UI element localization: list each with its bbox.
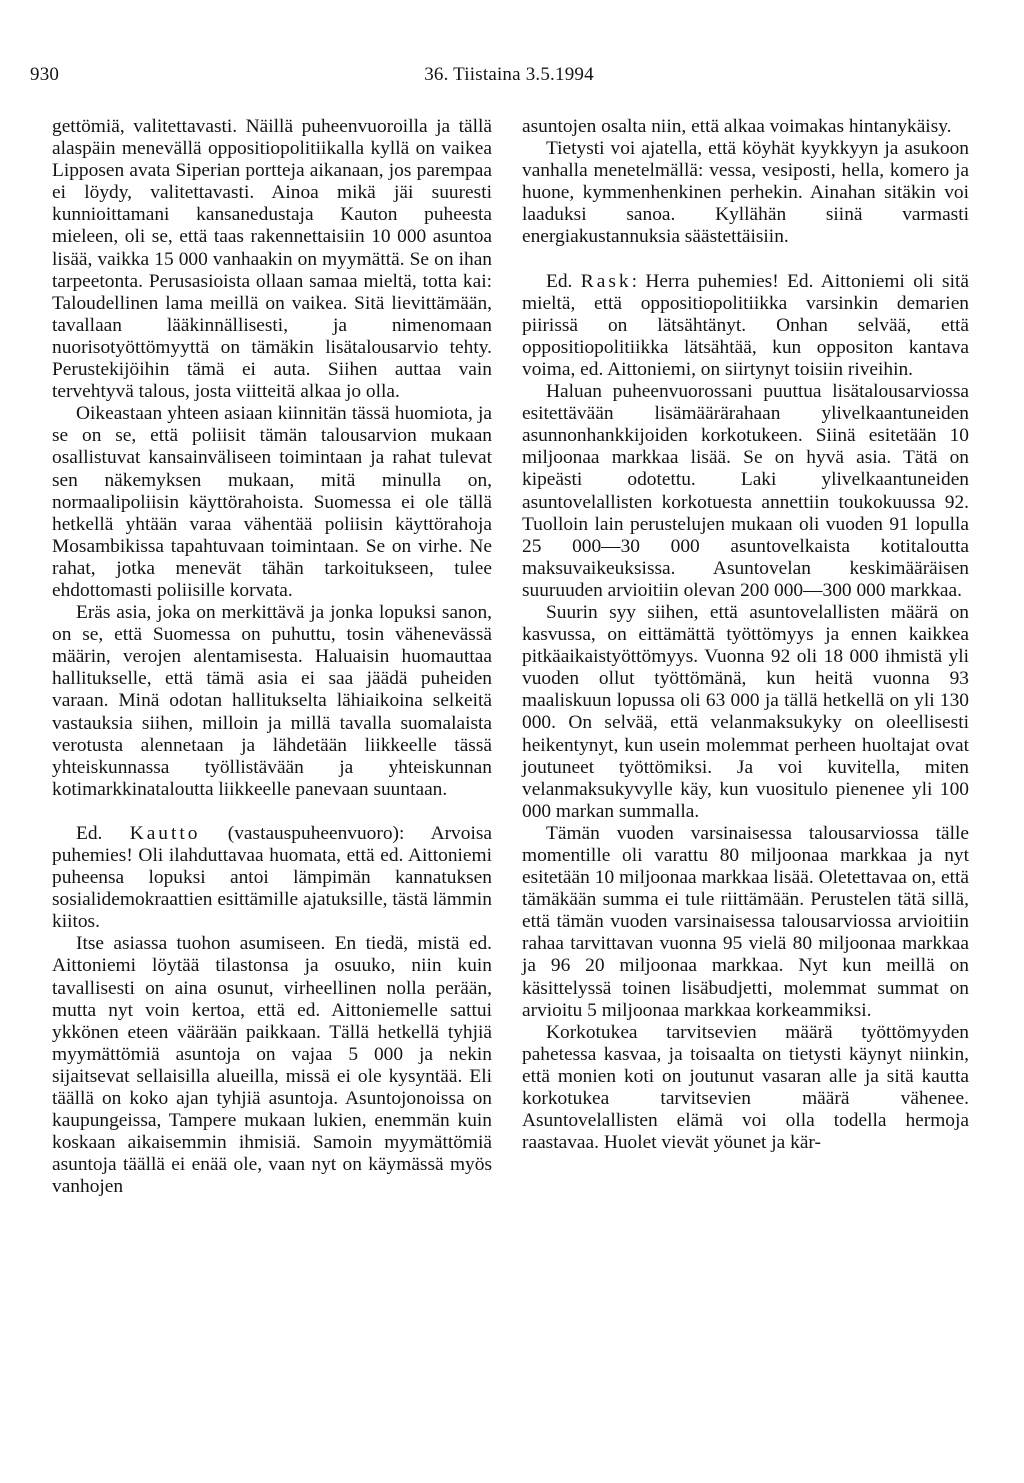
paragraph: Oikeastaan yhteen asiaan kiinnitän tässä huomiota, ja se on se, että poliisit tämän talousarvion mukaan osallistuvat kansainväliseen toimintaan ja rahat tulevat sen näkemyksen mukaan, mitä minulla on, normaalipoliisin käyttörahoista. Suomessa ei ole tällä hetkellä yhtään varaa vähentää poliisin käyttörahoja Mosambikissa tapahtuvaan toimintaan. Se on virhe. Ne rahat, jotka menevät tähän tarkoitukseen, tulee ehdottomasti poliisille korvata. — [52, 403, 492, 601]
paragraph: Suurin syy siihen, että asuntovelallisten määrä on kasvussa, on eittämättä työttömyys ja ennen kaikkea pitkäaikaistyöttömyys. Vuonna 92 oli 18 000 ihmistä yli vuoden ollut työttömänä, kun heitä vuonna 93 maaliskuun lopussa oli 63 000 ja tällä hetkellä on yli 130 000. On selvää, että velanmaksukyky on oleellisesti heikentynyt, kun usein molemmat perheen huoltajat ovat joutuneet työttömiksi. Ja voi kuvitella, miten velanmaksukyvylle käy, kun vuositulo pienenee yli 100 000 markan summalla. — [522, 601, 969, 822]
speech-paragraph — [52, 823, 492, 933]
speech-text: : Herra puhemies! Ed. Aittoniemi oli sitä mieltä, että oppositiopolitiikka varsinkin demarien piirissä on lätsähtänyt. Onhan selvää, että oppositiopolitiikka lätsähtää, kun oppositon kantava voima, ed. Aittoniemi, on siirtynyt toisiin riveihin. — [522, 270, 969, 380]
paragraph: Eräs asia, joka on merkittävä ja jonka lopuksi sanon, on se, että Suomessa on puhuttu, tosin vähenevässä määrin, verojen alentamisesta. Haluaisin huomauttaa hallitukselle, että tämä asia ei saa jäädä puheiden varaan. Minä odotan hallitukselta lähiaikoina selkeitä vastauksia siihen, milloin ja millä tavalla suomalaista verotusta alennetaan ja lähdetään liikkeelle tässä yhteiskunnassa työllistävään ja yhteiskunnan kotimarkkinataloutta liikkeelle panevaan suuntaan. — [52, 602, 492, 800]
running-head: 36. Tiistaina 3.5.1994 — [424, 64, 594, 85]
page-header — [30, 64, 988, 92]
speech-text: (vastauspuheenvuoro): Arvoisa puhemies! Oli ilahduttavaa huomata, että ed. Aittoniemi puheensa lopuksi antoi lämpimän kannatuksen sosialidemokraattien esittämille ajatuksille, tästä lämmin kiitos. — [52, 822, 492, 933]
paragraph: gettömiä, valitettavasti. Näillä puheenvuoroilla ja tällä alaspäin menevällä oppositiopolitiikalla kyllä on vaikea Lipposen avata Siperian portteja aikanaan, jos parempaa ei löydy, valitettavasti. Ainoa mikä jäi suuresti kunnioittamani kansanedustaja Kauton puheesta mieleen, oli se, että taas rakennettaisiin 10 000 asuntoa lisää, vaikka 15 000 vanhaakin on myymättä. Se on ihan tarpeetonta. Perusasioista ollaan samaa mieltä, totta kai: Taloudellinen lama meillä on vaikea. Sitä lievittämään, tavallaan lääkinnällisesti, ja nimenomaan nuorisotyöttömyyttä on tämäkin lisätalousarvio tehty. Perustekijöihin tämä ei auta. Siihen auttaa vain tervehtyvä talous, josta viitteitä alkaa jo olla. — [52, 116, 492, 403]
right-column — [522, 116, 969, 1154]
page-number: 930 — [30, 64, 60, 85]
paragraph: Itse asiassa tuohon asumiseen. En tiedä, mistä ed. Aittoniemi löytää tilastonsa ja osuuko, niin kuin tavallisesti on aina osunut, virheellinen nolla perään, mutta nyt voin kertoa, että ed. Aittoniemelle sattui ykkönen eteen väärään paikkaan. Tällä hetkellä tyhjiä myymättömiä asuntoja on vajaa 5 000 ja nekin sijaitsevat sellaisilla alueilla, missä ei ole kysyntää. Eli täällä on koko ajan tyhjiä asuntoja. Asuntojonoissa on kaupungeissa, Tampere mukaan lukien, enemmän kuin koskaan aikaisemmin ihmisiä. Samoin myymättömiä asuntoja täällä ei enää ole, vaan nyt on käymässä myös vanhojen — [52, 933, 492, 1198]
speaker-prefix: Ed. — [546, 270, 581, 292]
speech-paragraph — [522, 271, 969, 381]
paragraph: Haluan puheenvuorossani puuttua lisätalousarviossa esitettävään lisämäärärahaan ylivelkaantuneiden asunnonhankkijoiden korkotukeen. Siinä esitetään 10 miljoonaa markkaa lisää. Se on hyvä asia. Tätä on kipeästi odotettu. Laki ylivelkaantuneiden asuntovelallisten korkotuesta annettiin toukokuussa 92. Tuolloin lain perustelujen mukaan oli vuoden 91 lopulla 25 000—30 000 asuntovelkaista kotitaloutta maksuvaikeuksissa. Asuntovelan keskimääräisen suuruuden arvioitiin olevan 200 000—300 000 markkaa. — [522, 381, 969, 601]
paragraph: Tämän vuoden varsinaisessa talousarviossa tälle momentille oli varattu 80 miljoonaa markkaa ja nyt esitetään 10 miljoonaa markkaa lisää. Oletettavaa on, että tämäkään summa ei tule riittämään. Perustelen tätä sillä, että tämän vuoden varsinaisessa talousarviossa arvioitiin rahaa tarvittavan vuonna 95 vielä 80 miljoonaa markkaa ja 96 20 miljoonaa markkaa. Nyt kun meillä on käsittelyssä toinen lisäbudjetti, molemmat summat on arvioitu 5 miljoonaa markkaa korkeammiksi. — [522, 822, 969, 1021]
left-column — [52, 116, 492, 1199]
paragraph: Korkotukea tarvitsevien määrä työttömyyden pahetessa kasvaa, ja toisaalta on tietysti käynyt niinkin, että monien koti on joutunut vasaran alle ja sitä kautta korkotukea tarvitsevien määrä vähenee. Asuntovelallisten elämä voi olla todella hermoja raastavaa. Huolet vievät yöunet ja kär- — [522, 1021, 969, 1154]
paragraph: asuntojen osalta niin, että alkaa voimakas hintanykäisy. — [522, 116, 952, 137]
speaker-name: Rask — [580, 270, 632, 292]
speaker-name: Kautto — [129, 822, 201, 844]
paragraph: Tietysti voi ajatella, että köyhät kyykkyyn ja asukoon vanhalla menetelmällä: vessa, vesiposti, hella, komero ja huone, kymmenhenkinen perhekin. Ainahan sitäkin voi laaduksi sanoa. Kyllähän siinä varmasti energiakustannuksia säästettäisiin. — [522, 138, 969, 248]
speaker-prefix: Ed. — [76, 822, 130, 844]
